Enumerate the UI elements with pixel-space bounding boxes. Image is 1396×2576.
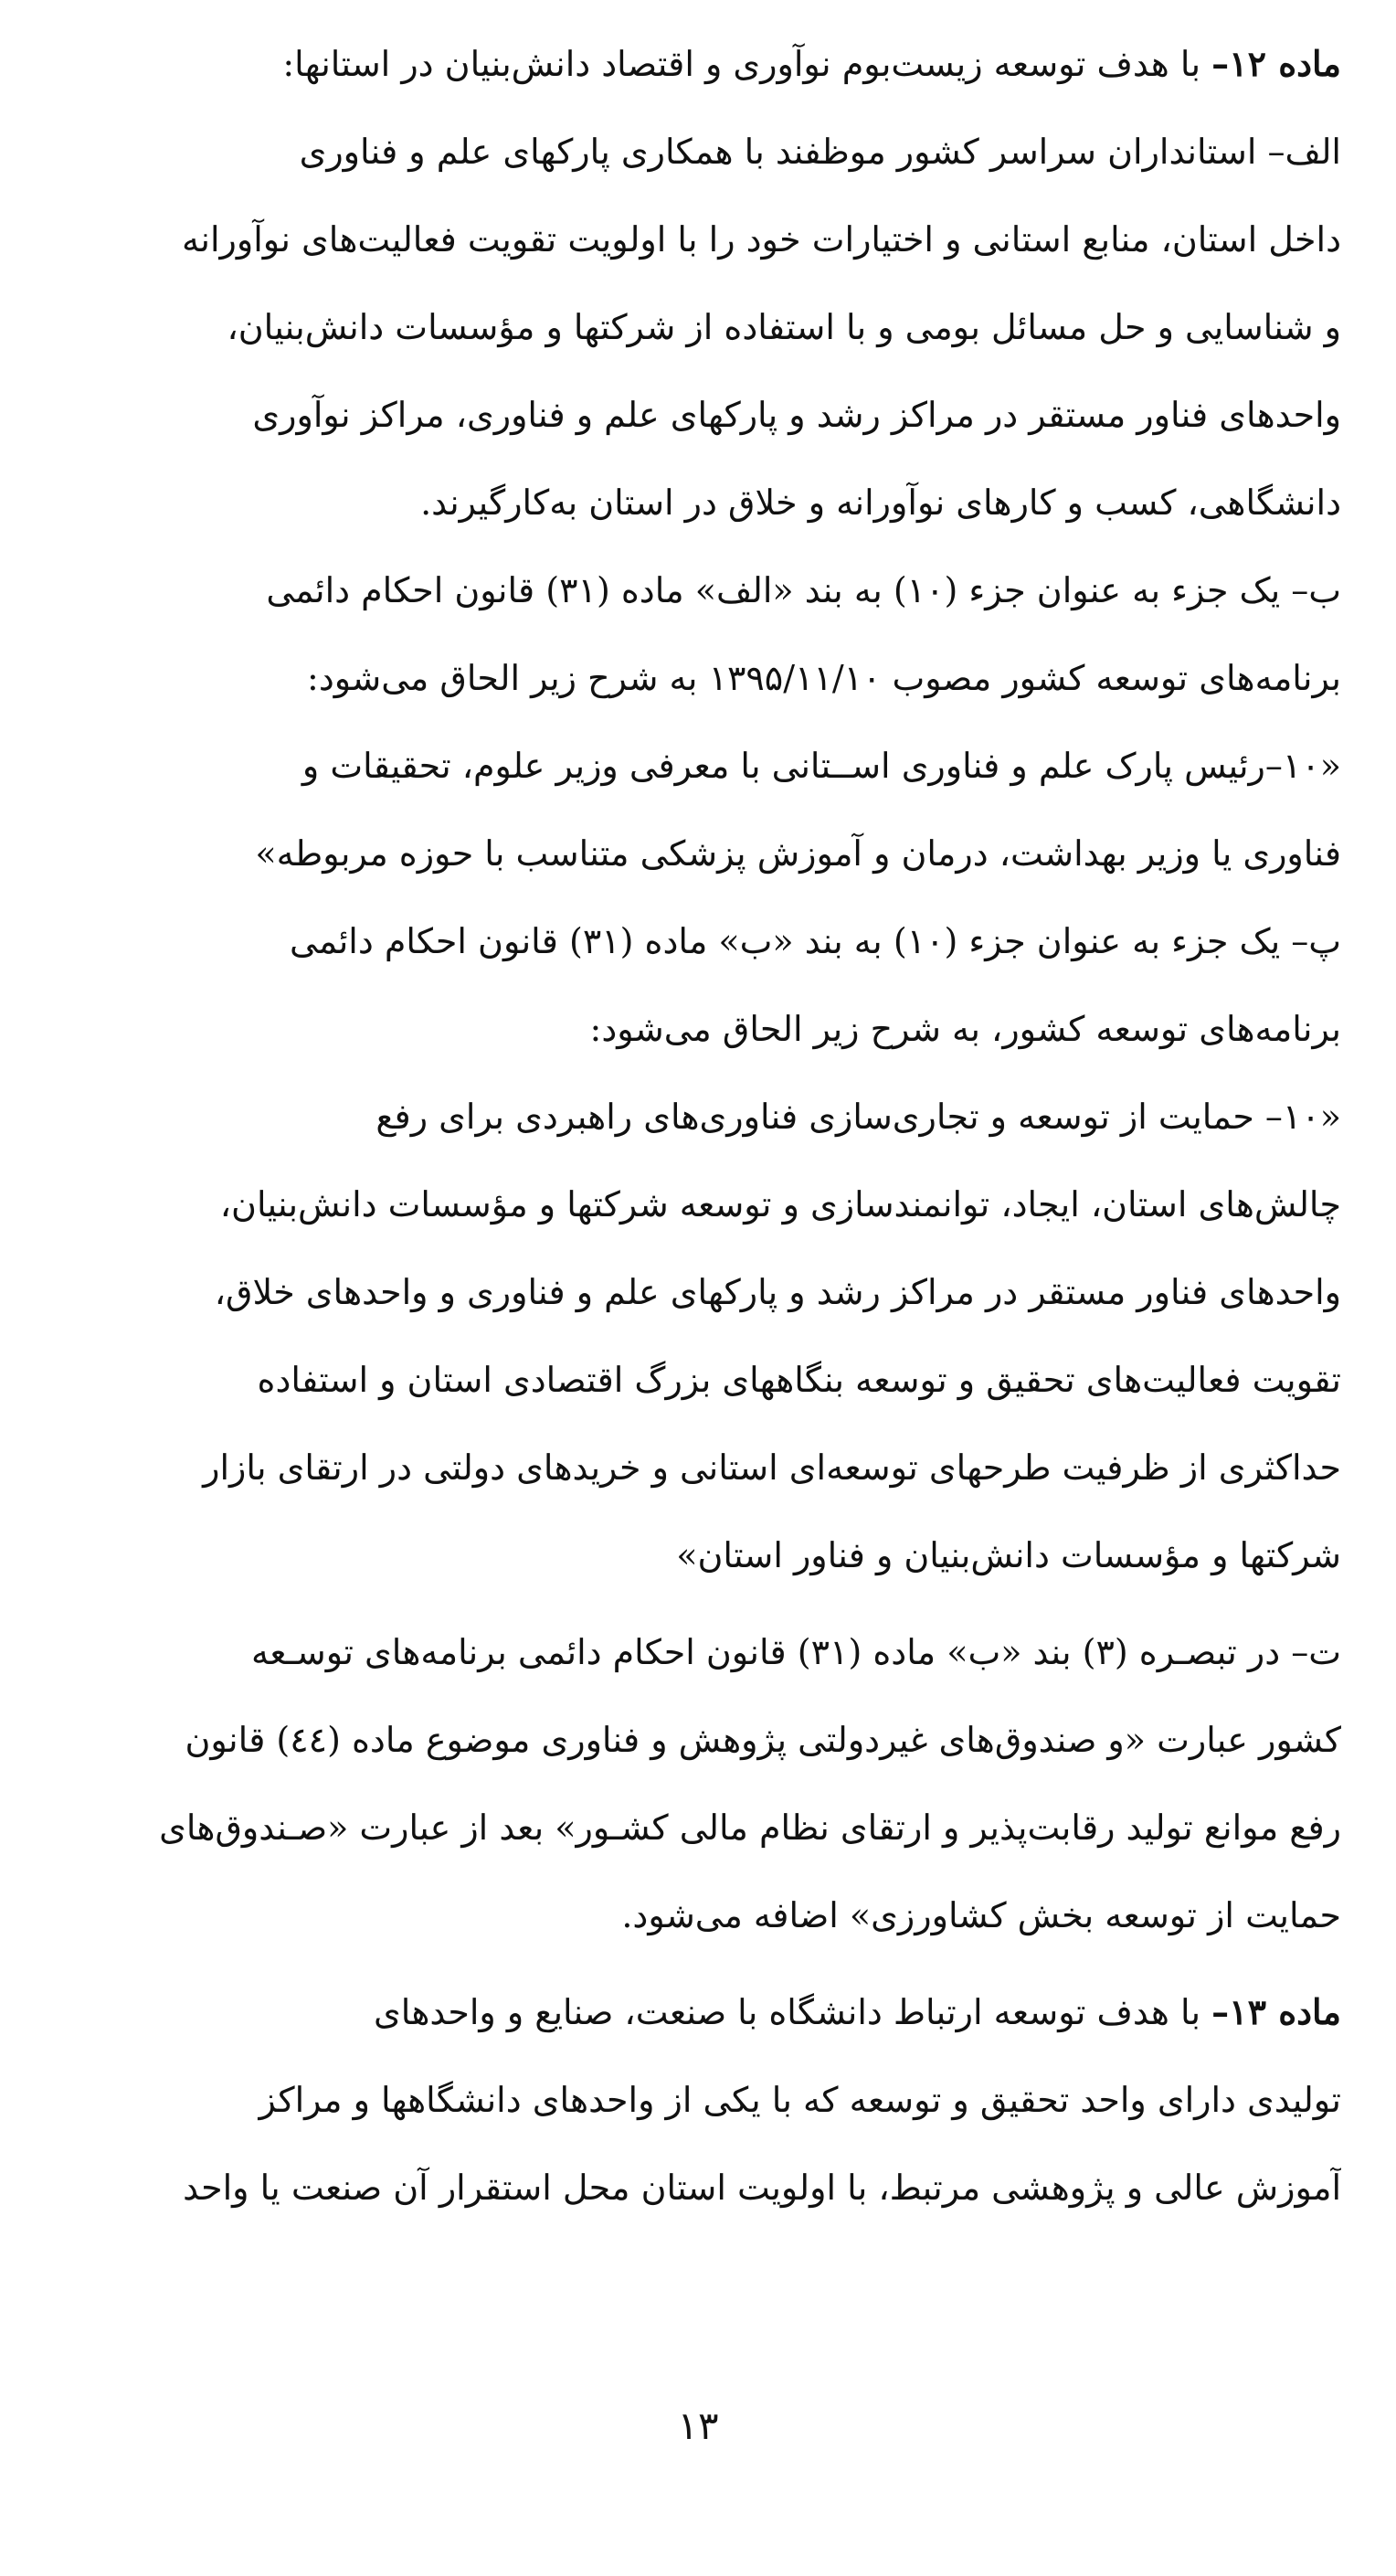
text-line: برنامه‌های توسعه کشور مصوب ۱۳۹۵/۱۱/۱۰ به شرح زیر الحاق می‌شود: [307, 658, 1341, 698]
text-line: تولیدی دارای واحد تحقیق و توسعه که با یکی از واحدهای دانشگاهها و مراکز [259, 2080, 1341, 2120]
text-line: واحدهای فناور مستقر در مراکز رشد و پارکهای علم و فناوری و واحدهای خلاق، [214, 1272, 1341, 1312]
text-line: و شناسایی و حل مسائل بومی و با استفاده از شرکتها و مؤسسات دانش‌بنیان، [227, 307, 1341, 347]
article-12-heading-line [66, 20, 1341, 108]
article-12-heading: ماده ۱۲– [1211, 43, 1341, 84]
text-line: «۱۰– حمایت از توسعه و تجاری‌سازی فناوری‌های راهبردی برای رفع [375, 1097, 1341, 1137]
text-line: چالش‌های استان، ایجاد، توانمندسازی و توسعه شرکتها و مؤسسات دانش‌بنیان، [219, 1184, 1341, 1224]
text-line: شرکتها و مؤسسات دانش‌بنیان و فناور استان» [676, 1535, 1341, 1575]
text-line: ب– یک جزء به عنوان جزء (۱۰) به بند «الف» ماده (۳۱) قانون احکام دائمی [266, 570, 1341, 610]
text-line: آموزش عالی و پژوهشی مرتبط، با اولویت استان محل استقرار آن صنعت یا واحد [183, 2168, 1341, 2208]
page-number: ۱۳ [677, 2403, 719, 2448]
text-line: کشور عبارت «و صندوق‌های غیردولتی پژوهش و فناوری موضوع ماده (٤٤) قانون [185, 1720, 1341, 1760]
text-line: تقویت فعالیت‌های تحقیق و توسعه بنگاههای بزرگ اقتصادی استان و استفاده [257, 1360, 1341, 1400]
text-line: الف– استانداران سراسر کشور موظفند با همکاری پارکهای علم و فناوری [299, 132, 1341, 172]
text-line: حمایت از توسعه بخش کشاورزی» اضافه می‌شود. [621, 1895, 1341, 1935]
text-line: ت– در تبصـره (۳) بند «ب» ماده (۳۱) قانون احکام دائمی برنامه‌های توسـعه [251, 1632, 1341, 1672]
article-12-intro: با هدف توسعه زیست‌بوم نوآوری و اقتصاد دانش‌بنیان در استانها: [282, 44, 1212, 84]
text-line: فناوری یا وزیر بهداشت، درمان و آموزش پزشکی متناسب با حوزه مربوطه» [255, 833, 1341, 874]
text-line: «۱۰–رئیس پارک علم و فناوری اســتانی با معرفی وزیر علوم، تحقیقات و [301, 746, 1341, 786]
text-line: واحدهای فناور مستقر در مراکز رشد و پارکهای علم و فناوری، مراکز نوآوری [252, 395, 1341, 435]
article-13-intro: با هدف توسعه ارتباط دانشگاه با صنعت، صنایع و واحدهای [374, 1992, 1212, 2032]
text-line: داخل استان، منابع استانی و اختیارات خود را با اولویت تقویت فعالیت‌های نوآورانه [182, 219, 1341, 260]
text-line: دانشگاهی، کسب و کارهای نوآورانه و خلاق در استان به‌کارگیرند. [420, 482, 1341, 523]
article-13-heading-line [66, 1968, 1341, 2056]
text-line: پ– یک جزء به عنوان جزء (۱۰) به بند «ب» ماده (۳۱) قانون احکام دائمی [290, 921, 1341, 961]
text-line: رفع موانع تولید رقابت‌پذیر و ارتقای نظام مالی کشـور» بعد از عبارت «صـندوق‌های [159, 1807, 1341, 1848]
text-line: برنامه‌های توسعه کشور، به شرح زیر الحاق می‌شود: [589, 1009, 1341, 1049]
article-13-heading: ماده ۱۳– [1211, 1991, 1341, 2032]
text-line: حداکثری از ظرفیت طرحهای توسعه‌ای استانی و خریدهای دولتی در ارتقای بازار [203, 1447, 1341, 1488]
document-body [66, 20, 1341, 2231]
